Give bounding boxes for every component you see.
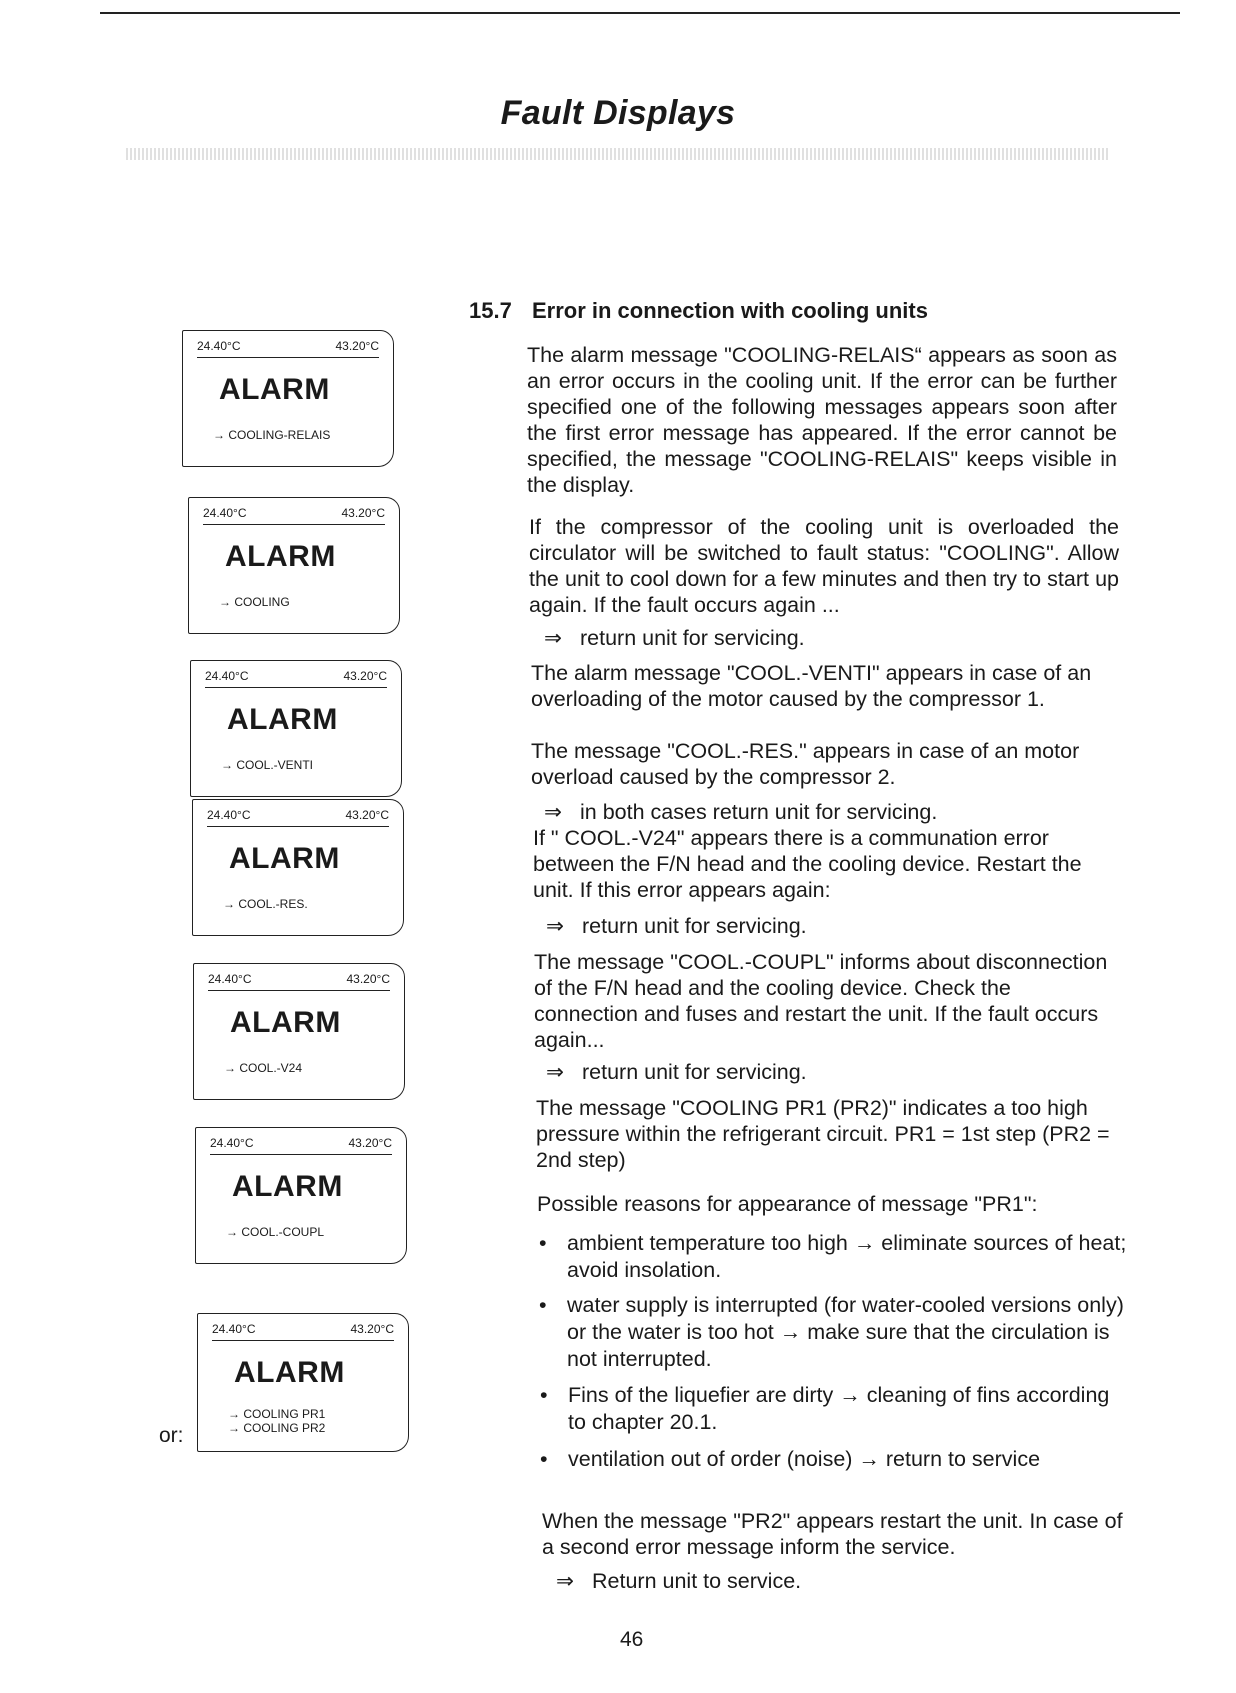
lcd-temp-setpoint: 43.20°C: [346, 972, 390, 986]
lcd-temp-setpoint: 43.20°C: [335, 339, 379, 353]
title-shading-band: [126, 148, 1110, 160]
bullet-text: water supply is interrupted (for water-cooled versions only) or the water is too hot → make sure that the circulation is not interrupted.: [567, 1293, 1124, 1371]
implies-arrow-icon: ⇒: [544, 626, 563, 650]
lcd-alarm-label: ALARM: [227, 703, 338, 736]
lcd-panel-cool-venti: [190, 660, 402, 797]
lcd-temp-actual: 24.40°C: [208, 972, 252, 986]
paragraph-cool-venti: The alarm message "COOL.-VENTI" appears in case of an overloading of the motor caused by the compressor 1.: [531, 661, 1092, 711]
paragraph-cool-res: The message "COOL.-RES." appears in case of an motor overload caused by the compressor 2.: [531, 739, 1080, 789]
lcd-alarm-label: ALARM: [230, 1006, 341, 1039]
lcd-message: [224, 1061, 302, 1075]
lcd-temperature-row: [203, 506, 385, 525]
lcd-alarm-label: ALARM: [225, 540, 336, 573]
paragraph-cooling-relais: The alarm message "COOLING-RELAIS“ appears as soon as an error occurs in the cooling unit. If the error can be further specified one of the following messages appears soon after the first error message has appeared. If the error cannot be specified, the message "COOLING-RELAIS" keeps visible in the display.: [527, 343, 1117, 497]
bullet-text: Fins of the liquefier are dirty → cleaning of fins according to chapter 20.1.: [568, 1383, 1110, 1434]
lcd-temp-actual: 24.40°C: [205, 669, 249, 683]
lcd-message-line: → COOLING: [219, 595, 290, 609]
arrow-instruction-text: return unit for servicing.: [582, 1060, 807, 1084]
lcd-message: [221, 758, 313, 772]
implies-arrow-icon: ⇒: [556, 1569, 575, 1593]
lcd-temp-actual: 24.40°C: [212, 1322, 256, 1336]
bullet-item: [538, 1446, 1133, 1473]
section-heading: [469, 298, 928, 324]
lcd-message-line: → COOL.-V24: [224, 1061, 303, 1075]
bullet-text: ventilation out of order (noise) → return to service: [568, 1447, 1041, 1471]
arrow-instruction-text: return unit for servicing.: [580, 626, 805, 650]
bullet-text: ambient temperature too high → eliminate sources of heat; avoid insolation.: [567, 1231, 1127, 1282]
lcd-message-line: → COOL.-RES.: [223, 897, 308, 911]
lcd-message-line: → COOL.-VENTI: [221, 758, 314, 772]
paragraph-cool-v24: If " COOL.-V24" appears there is a communation error between the F/N head and the cooling device. Restart the unit. If this error appears again:: [533, 826, 1082, 902]
lcd-temperature-row: [207, 808, 389, 827]
lcd-panel-cooling-relais: [182, 330, 394, 467]
lcd-temp-actual: 24.40°C: [207, 808, 251, 822]
paragraph-cool-coupl: The message "COOL.-COUPL" informs about disconnection of the F/N head and the cooling device. Check the connection and fuses and restart the unit. If the fault occurs again...: [534, 950, 1108, 1052]
arrow-instruction-text: Return unit to service.: [592, 1569, 802, 1593]
section-number: 15.7: [469, 298, 512, 323]
paragraph-possible-reasons: Possible reasons for appearance of message "PR1":: [537, 1192, 1038, 1216]
lcd-panel-cool-v24: [193, 963, 405, 1100]
lcd-message-line: → COOLING-RELAIS: [213, 428, 331, 442]
bullet-item: [537, 1230, 1132, 1284]
arrow-instruction-5: [556, 1569, 801, 1594]
bullet-icon: •: [540, 1383, 548, 1407]
lcd-panel-cooling-pr: [197, 1313, 409, 1452]
lcd-message: [223, 897, 308, 911]
arrow-instruction-2: [544, 800, 937, 825]
lcd-alarm-label: ALARM: [219, 373, 330, 406]
page-number: 46: [620, 1628, 644, 1651]
lcd-temp-setpoint: 43.20°C: [345, 808, 389, 822]
lcd-alarm-label: ALARM: [232, 1170, 343, 1203]
top-rule: [100, 12, 1180, 14]
lcd-message: [219, 595, 290, 609]
lcd-message: [226, 1225, 324, 1239]
lcd-temperature-row: [210, 1136, 392, 1155]
lcd-alarm-label: ALARM: [229, 842, 340, 875]
lcd-temp-setpoint: 43.20°C: [350, 1322, 394, 1336]
lcd-panel-cooling: [188, 497, 400, 634]
lcd-temp-actual: 24.40°C: [197, 339, 241, 353]
lcd-temp-setpoint: 43.20°C: [348, 1136, 392, 1150]
lcd-temp-setpoint: 43.20°C: [341, 506, 385, 520]
or-label: or:: [159, 1424, 184, 1447]
lcd-temperature-row: [205, 669, 387, 688]
arrow-instruction-text: in both cases return unit for servicing.: [580, 800, 938, 824]
implies-arrow-icon: ⇒: [544, 800, 563, 824]
lcd-message: [213, 428, 330, 442]
lcd-alarm-label: ALARM: [234, 1356, 345, 1389]
paragraph-cooling-pr: The message "COOLING PR1 (PR2)" indicates a too high pressure within the refrigerant circuit. PR1 = 1st step (PR2 = 2nd step): [536, 1096, 1110, 1172]
lcd-message-line: → COOL.-COUPL: [226, 1225, 325, 1239]
lcd-message: [228, 1407, 325, 1435]
bullet-item: [537, 1292, 1132, 1373]
bullet-item: [538, 1382, 1133, 1436]
arrow-instruction-3: [546, 914, 807, 939]
section-title: Error in connection with cooling units: [531, 298, 928, 323]
implies-arrow-icon: ⇒: [546, 914, 565, 938]
paragraph-compressor-overload: If the compressor of the cooling unit is overloaded the circulator will be switched to fault status: "COOLING". Allow the unit to cool down for a few minutes and then try to start up again. If the fault occurs again ...: [529, 515, 1119, 617]
bullet-icon: •: [540, 1447, 548, 1471]
lcd-temp-actual: 24.40°C: [203, 506, 247, 520]
arrow-instruction-text: return unit for servicing.: [582, 914, 807, 938]
arrow-instruction-4: [546, 1060, 807, 1085]
bullet-icon: •: [539, 1231, 547, 1255]
page-title: Fault Displays: [500, 94, 736, 132]
lcd-temperature-row: [208, 972, 390, 991]
arrow-instruction-1: [544, 626, 805, 651]
lcd-temp-actual: 24.40°C: [210, 1136, 254, 1150]
lcd-temperature-row: [197, 339, 379, 358]
lcd-message-line: → COOLING PR2: [228, 1421, 326, 1435]
lcd-temp-setpoint: 43.20°C: [343, 669, 387, 683]
lcd-panel-cool-coupl: [195, 1127, 407, 1264]
lcd-panel-cool-res: [192, 799, 404, 936]
bullet-icon: •: [539, 1293, 547, 1317]
paragraph-pr2: When the message "PR2" appears restart the unit. In case of a second error message inform the service.: [542, 1509, 1123, 1559]
implies-arrow-icon: ⇒: [546, 1060, 565, 1084]
lcd-temperature-row: [212, 1322, 394, 1341]
lcd-message-line: → COOLING PR1: [228, 1407, 326, 1421]
